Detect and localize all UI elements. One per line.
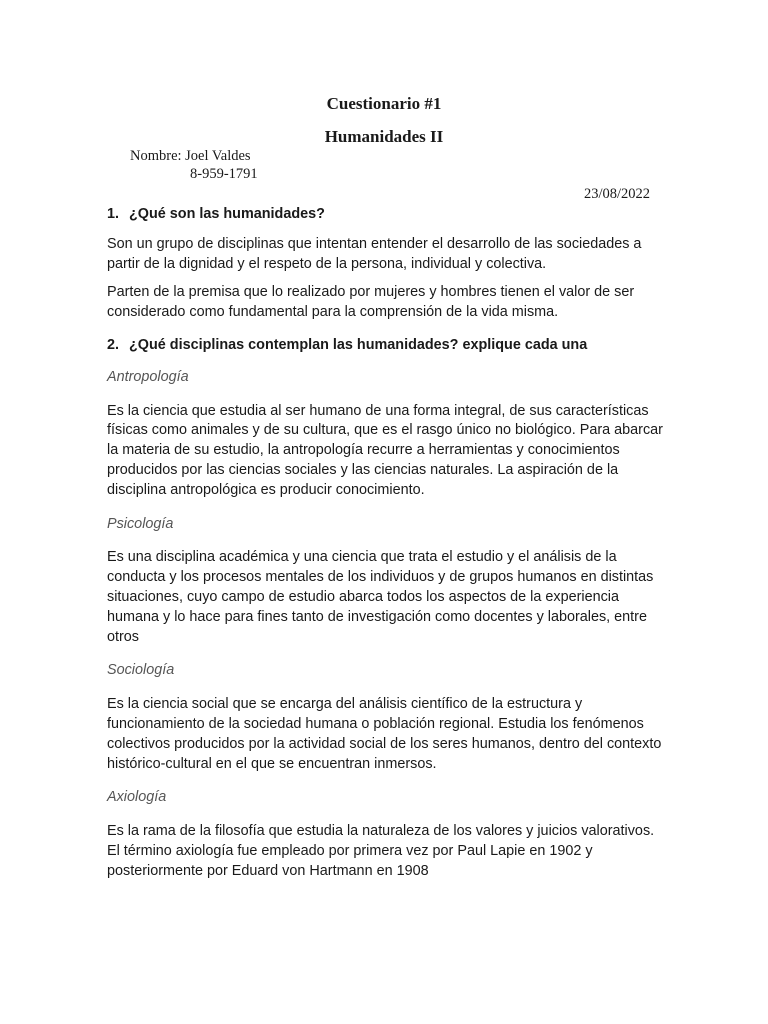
- question-2: [107, 336, 667, 356]
- question-1: [107, 205, 667, 225]
- discipline-description: Es la ciencia social que se encarga del análisis científico de la estructura y funcionamiento de la sociedad humana o población regional. Estudia los fenómenos colectivos producidos por la actividad social de los seres humanos, dentro del contexto histórico-cultural en el que se encuentran inmersos.: [107, 696, 662, 772]
- discipline-heading: Axiología: [107, 789, 167, 806]
- document-date: 23/08/2022: [583, 186, 650, 202]
- question-text: ¿Qué son las humanidades?: [129, 206, 325, 222]
- document-body: [107, 205, 667, 882]
- answer-paragraph: Son un grupo de disciplinas que intentan entender el desarrollo de las sociedades a partir de la dignidad y el respeto de la persona, individual y colectiva.: [107, 235, 642, 272]
- discipline-description: Es la ciencia que estudia al ser humano de una forma integral, de sus características físicas como animales y de su cultura, que es el rasgo único no biológico. Para abarcar la materia de su estudio, la antropología recurre a herramientas y conocimientos producidos por las ciencias sociales y las ciencias naturales. La aspiración de la disciplina antropológica es producir conocimiento.: [107, 402, 663, 498]
- discipline-heading: Psicología: [107, 515, 174, 532]
- discipline-description: Es una disciplina académica y una ciencia que trata el estudio y el análisis de la conducta y los procesos mentales de los individuos y de grupos humanos en distintas situaciones, cuyo campo de estudio abarca todos los aspectos de la experiencia humana y lo hace para fines tanto de investigación como docentes y laborales, entre otros: [107, 549, 654, 645]
- document-title: Cuestionario #1: [326, 94, 442, 113]
- student-id: 8-959-1791: [190, 166, 258, 182]
- question-text: ¿Qué disciplinas contemplan las humanidades? explique cada una: [129, 336, 588, 353]
- student-name: Nombre: Joel Valdes: [130, 148, 251, 164]
- discipline-heading: Antropología: [107, 368, 189, 385]
- answer-paragraph: Parten de la premisa que lo realizado por mujeres y hombres tienen el valor de ser considerado como fundamental para la comprensión de la vida misma.: [107, 284, 635, 321]
- discipline-description: Es la rama de la filosofía que estudia la naturaleza de los valores y juicios valorativos. El término axiología fue empleado por primera vez por Paul Lapie en 1902 y posteriormente por Eduard von Hartmann en 1908: [107, 823, 655, 879]
- question-number: 2.: [107, 336, 120, 353]
- document-subtitle: Humanidades II: [324, 127, 444, 146]
- discipline-heading: Sociología: [107, 662, 175, 679]
- question-number: 1.: [107, 206, 120, 222]
